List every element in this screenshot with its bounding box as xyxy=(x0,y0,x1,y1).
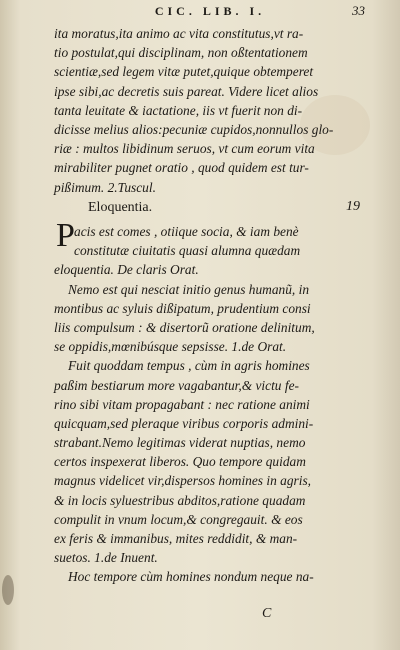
text-line: ita moratus,ita animo ac vita constitutus,vt ra- xyxy=(54,26,304,41)
text-line: mirabiliter pugnet oratio , quod quidem est tur- xyxy=(54,160,309,176)
text-line: suetos. 1.de Inuent. xyxy=(54,550,158,566)
text-line: acis est comes , otiique socia, & iam benè xyxy=(74,224,299,239)
text-line: rino sibi vitam propagabant : nec ratione animi xyxy=(54,396,310,412)
text-line: paßim bestiarum more vagabantur,& victu fe- xyxy=(54,377,299,393)
text-line: ipse sibi,ac decretis suis pareat. Videre licet alios xyxy=(54,83,319,99)
text-line: liis compulsum : & disertorũ oratione delinitum, xyxy=(54,319,315,335)
text-line: se oppidis,mœnibúsque sepsisse. 1.de Orat. xyxy=(54,339,287,355)
text-line: eloquentia. De claris Orat. xyxy=(54,262,199,278)
text-line: compulit in vnum locum,& congregauit. & eos xyxy=(54,511,303,527)
text-line: dicisse melius alios:pecuniæ cupidos,nonnullos glo- xyxy=(54,121,334,137)
text-line: strabant.Nemo legitimas viderat nuptias, nemo xyxy=(54,435,306,451)
text-line: tio postulat,qui disciplinam, non oßtentationem xyxy=(54,45,308,61)
text-line: Hoc tempore cùm homines nondum neque na- xyxy=(68,569,314,585)
text-line: ex feris & immanibus, mites reddidit, & man- xyxy=(54,531,298,546)
text-line: Fuit quoddam tempus , cùm in agris homines xyxy=(68,358,310,374)
text-line: constitutæ ciuitatis quasi alumna quædam xyxy=(74,243,301,259)
passage-one xyxy=(54,24,384,197)
signature-mark: C xyxy=(262,606,272,621)
page-number: 33 xyxy=(352,3,365,18)
drop-cap: P xyxy=(56,217,75,254)
text-line: riæ : multos libidinum seruos, vt cum eorum vita xyxy=(54,141,315,157)
text-line: scientiæ,sed legem vitæ putet,quique obtemperet xyxy=(54,64,314,80)
section-heading: Eloquentia. xyxy=(88,200,153,215)
section-number: 19 xyxy=(346,199,360,214)
running-head: CIC. LIB. I. xyxy=(154,4,266,18)
text-line: Nemo est qui nesciat initio genus humanũ, in xyxy=(68,281,310,297)
text-line: quicquam,sed pleraque viribus corporis admini- xyxy=(54,415,314,431)
text-line: & in locis syluestribus abditos,ratione quadam xyxy=(54,492,306,508)
text-line: montibus ac syluis dißipatum, prudentium consi xyxy=(54,300,311,316)
text-line: pißimum. 2.Tuscul. xyxy=(54,179,156,195)
passage-two xyxy=(54,222,384,587)
text-line: magnus videlicet vir,dispersos homines in agris, xyxy=(54,473,312,489)
page-stain xyxy=(2,575,14,605)
text-line: certos inspexerat liberos. Quo tempore quidam xyxy=(54,454,306,470)
text-line: tanta leuitate & iactatione, iis vt fuerit non di- xyxy=(54,102,303,118)
